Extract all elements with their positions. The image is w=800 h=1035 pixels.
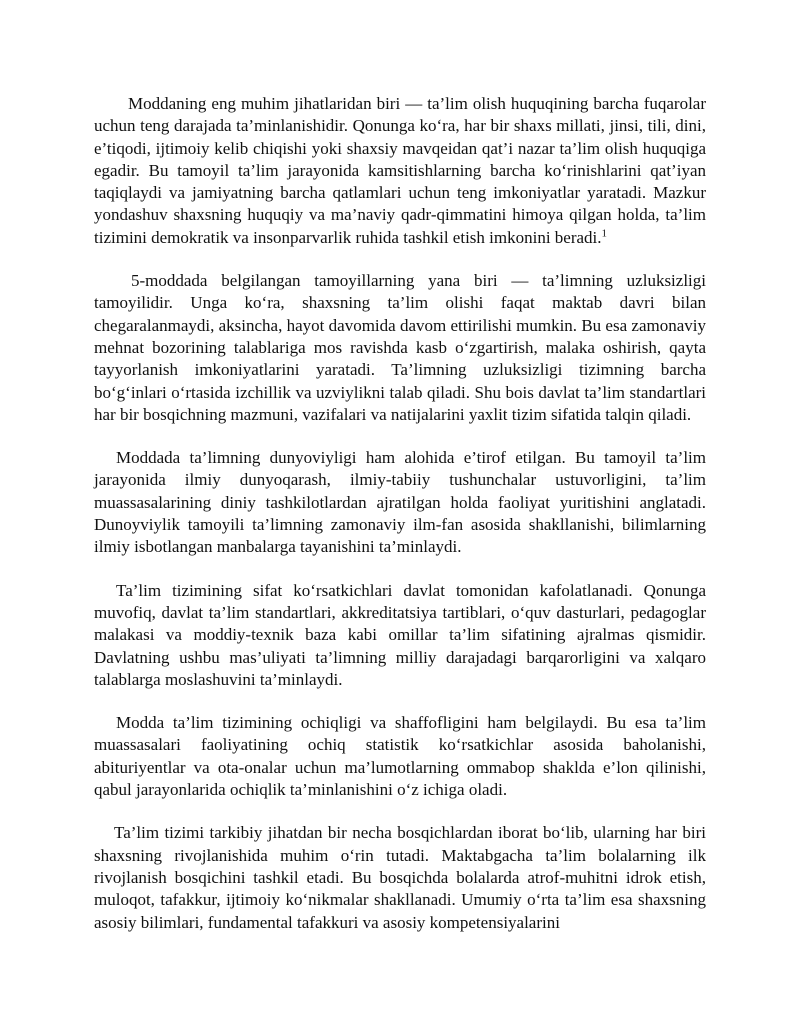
- footnote-marker[interactable]: 1: [601, 227, 608, 240]
- paragraph-quality-guarantee: [94, 580, 706, 691]
- paragraph-text: Moddaning eng muhim jihatlaridan biri — ta’lim olish huquqining barcha fuqarolar uchun teng darajada ta’minlanishidir. Qonunga ko‘ra, har bir shaxs millati, jinsi, tili, dini, e’tiqodi, ijtimoiy kelib chiqishi yoki shaxsiy mavqeidan qat’i nazar ta’lim olish huquqiga egadir. Bu tamoyil ta’lim jarayonida kamsitishlarning barcha ko‘rinishlarini qat’iyan taqiqlaydi va jamiyatning barcha qatlamlari uchun teng imkoniyatlar yaratadi. Mazkur yondashuv shaxsning huquqiy va ma’naviy qadr-qimmatini himoya qilgan holda, ta’lim tizimini demokratik va insonparvarlik ruhida tashkil etish imkonini beradi.: [94, 94, 706, 247]
- paragraph-text: Modda ta’lim tizimining ochiqligi va shaffofligini ham belgilaydi. Bu esa ta’lim muassasalari faoliyatining ochiq statistik ko‘rsatkichlar asosida baholanishi, abituriyentlar va ota-onalar uchun ma’lumotlarning ommabop shaklda e’lon qilinishi, qabul jarayonlarida ochiqlik ta’minlanishini o‘z ichiga oladi.: [94, 713, 706, 800]
- paragraph-text: 5-moddada belgilangan tamoyillarning yana biri — ta’limning uzluksizligi tamoyilidir. Unga ko‘ra, shaxsning ta’lim olishi faqat maktab davri bilan chegaralanmaydi, aksincha, hayot davomida davom ettirilishi mumkin. Bu esa zamonaviy mehnat bozorining talablariga mos ravishda kasb o‘zgartirish, malaka oshirish, qayta tayyorlanish imkoniyatlarini yaratadi. Ta’limning uzluksizligi tizimning barcha bo‘g‘inlari o‘rtasida izchillik va uzviylikni talab qiladi. Shu bois davlat ta’lim standartlari har bir bosqichning mazmuni, vazifalari va natijalarini yaxlit tizim sifatida talqin qiladi.: [94, 271, 706, 424]
- document-page: [94, 93, 706, 955]
- paragraph-secular-education: [94, 447, 706, 558]
- paragraph-text: Ta’lim tizimining sifat ko‘rsatkichlari davlat tomonidan kafolatlanadi. Qonunga muvofiq, davlat ta’lim standartlari, akkreditatsiya tartiblari, o‘quv dasturlari, pedagoglar malakasi va moddiy-texnik baza kabi omillar ta’lim sifatining ajralmas qismidir. Davlatning ushbu mas’uliyati ta’limning milliy darajadagi barqarorligini va xalqaro talablarga moslashuvini ta’minlaydi.: [94, 580, 706, 689]
- paragraph-openness-transparency: [94, 712, 706, 801]
- paragraph-text: Ta’lim tizimi tarkibiy jihatdan bir necha bosqichlardan iborat bo‘lib, ularning har biri shaxsning rivojlanishida muhim o‘rin tutadi. Maktabgacha ta’lim bolalarning ilk rivojlanish bosqichini tashkil etadi. Bu bosqichda bolalarda atrof-muhitni idrok etish, muloqot, tafakkur, ijtimoiy ko‘nikmalar shakllanadi. Umumiy o‘rta ta’lim esa shaxsning asosiy bilimlari, fundamental tafakkuri va asosiy kompetensiyalarini: [94, 823, 706, 932]
- paragraph-education-stages: [94, 822, 706, 933]
- paragraph-equal-right-to-education: [94, 93, 706, 249]
- paragraph-continuity-of-education: [94, 270, 706, 426]
- paragraph-text: Moddada ta’limning dunyoviyligi ham alohida e’tirof etilgan. Bu tamoyil ta’lim jarayonida ilmiy dunyoqarash, ilmiy-tabiiy tushunchalar ustuvorligini, ta’lim muassasalarining diniy tashkilotlardan ajratilgan holda faoliyat yuritishini anglatadi. Dunoyviylik tamoyili ta’limning zamonaviy ilm-fan asosida shakllanishi, bilimlarning ilmiy isbotlangan manbalarga tayanishini ta’minlaydi.: [94, 448, 706, 557]
